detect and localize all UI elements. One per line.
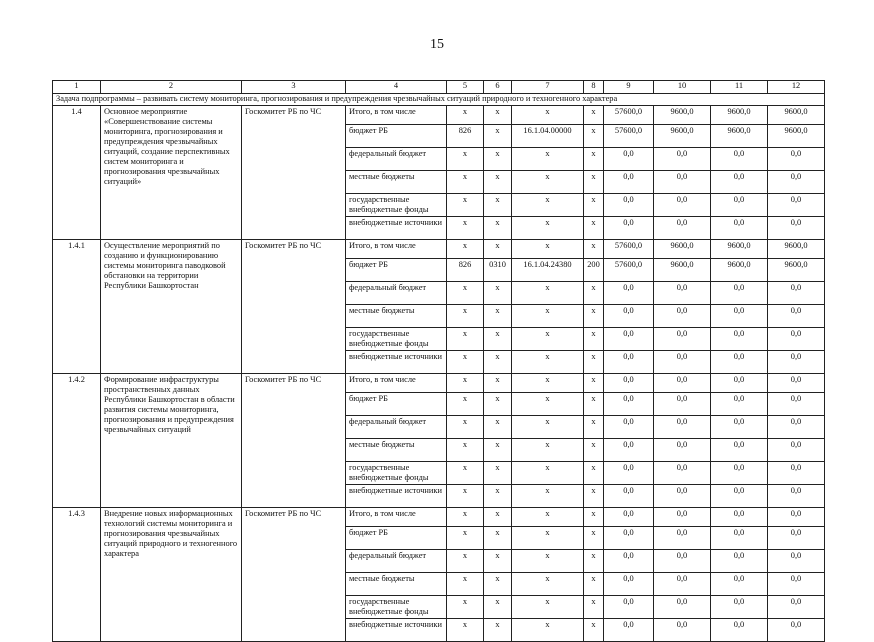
cell-c9: 0,0 <box>604 328 654 351</box>
cell-c7: 16.1.04.00000 <box>512 125 584 148</box>
cell-c8: х <box>584 527 604 550</box>
item-executor: Госкомитет РБ по ЧС <box>242 374 346 508</box>
cell-c10: 0,0 <box>654 374 711 393</box>
funding-source: бюджет РБ <box>346 393 447 416</box>
cell-c11: 0,0 <box>711 351 768 374</box>
cell-c9: 0,0 <box>604 171 654 194</box>
cell-c6: х <box>484 527 512 550</box>
cell-c9: 0,0 <box>604 351 654 374</box>
cell-c8: х <box>584 393 604 416</box>
cell-c5: х <box>447 485 484 508</box>
cell-c9: 0,0 <box>604 596 654 619</box>
funding-source: федеральный бюджет <box>346 282 447 305</box>
funding-source: внебюджетные источники <box>346 485 447 508</box>
cell-c10: 0,0 <box>654 550 711 573</box>
cell-c5: х <box>447 596 484 619</box>
cell-c11: 0,0 <box>711 573 768 596</box>
cell-c6: х <box>484 374 512 393</box>
cell-c9: 0,0 <box>604 550 654 573</box>
cell-c6: х <box>484 305 512 328</box>
table-row <box>53 106 825 125</box>
cell-c9: 0,0 <box>604 393 654 416</box>
item-name: Осуществление мероприятий по созданию и функционированию системы мониторинга паводковой обстановки на территории Республики Башкортостан <box>101 240 242 374</box>
cell-c12: 0,0 <box>768 217 825 240</box>
cell-c6: х <box>484 148 512 171</box>
cell-c12: 0,0 <box>768 282 825 305</box>
cell-c7: х <box>512 619 584 642</box>
cell-c10: 0,0 <box>654 393 711 416</box>
funding-source: федеральный бюджет <box>346 416 447 439</box>
item-name: Формирование инфраструктуры пространственных данных Республики Башкортостан в области развития системы мониторинга, прогнозирования и предупреждения чрезвычайных ситуаций <box>101 374 242 508</box>
cell-c8: х <box>584 106 604 125</box>
header-row <box>53 81 825 94</box>
cell-c12: 0,0 <box>768 171 825 194</box>
cell-c9: 0,0 <box>604 194 654 217</box>
funding-source: внебюджетные источники <box>346 217 447 240</box>
cell-c8: х <box>584 351 604 374</box>
cell-c8: х <box>584 148 604 171</box>
cell-c6: х <box>484 351 512 374</box>
cell-c8: х <box>584 171 604 194</box>
cell-c8: х <box>584 573 604 596</box>
item-code: 1.4 <box>53 106 101 240</box>
cell-c9: 0,0 <box>604 305 654 328</box>
cell-c11: 0,0 <box>711 462 768 485</box>
cell-c6: 0310 <box>484 259 512 282</box>
cell-c10: 0,0 <box>654 217 711 240</box>
cell-c12: 0,0 <box>768 194 825 217</box>
cell-c10: 0,0 <box>654 416 711 439</box>
table-row <box>53 240 825 259</box>
cell-c12: 0,0 <box>768 351 825 374</box>
cell-c9: 57600,0 <box>604 125 654 148</box>
cell-c5: х <box>447 351 484 374</box>
cell-c6: х <box>484 240 512 259</box>
funding-source: государственные внебюджетные фонды <box>346 328 447 351</box>
cell-c5: 826 <box>447 125 484 148</box>
cell-c7: х <box>512 393 584 416</box>
cell-c8: х <box>584 439 604 462</box>
cell-c12: 9600,0 <box>768 240 825 259</box>
cell-c6: х <box>484 106 512 125</box>
cell-c7: х <box>512 351 584 374</box>
cell-c5: 826 <box>447 259 484 282</box>
cell-c10: 0,0 <box>654 527 711 550</box>
cell-c8: х <box>584 462 604 485</box>
cell-c7: х <box>512 194 584 217</box>
cell-c11: 0,0 <box>711 508 768 527</box>
funding-source: Итого, в том числе <box>346 508 447 527</box>
cell-c6: х <box>484 171 512 194</box>
task-row <box>53 94 825 106</box>
cell-c10: 9600,0 <box>654 259 711 282</box>
cell-c11: 0,0 <box>711 439 768 462</box>
column-header-8: 8 <box>584 81 604 94</box>
cell-c10: 0,0 <box>654 305 711 328</box>
cell-c9: 0,0 <box>604 217 654 240</box>
program-table <box>52 80 825 642</box>
cell-c6: х <box>484 439 512 462</box>
item-code: 1.4.1 <box>53 240 101 374</box>
cell-c11: 0,0 <box>711 619 768 642</box>
cell-c7: х <box>512 596 584 619</box>
cell-c11: 0,0 <box>711 217 768 240</box>
task-title: Задача подпрограммы – развивать систему мониторинга, прогнозирования и предупреждения чрезвычайных ситуаций природного и техногенного характера <box>53 94 825 106</box>
cell-c5: х <box>447 305 484 328</box>
cell-c8: х <box>584 194 604 217</box>
cell-c11: 9600,0 <box>711 106 768 125</box>
funding-source: местные бюджеты <box>346 439 447 462</box>
cell-c8: х <box>584 328 604 351</box>
cell-c5: х <box>447 439 484 462</box>
cell-c8: х <box>584 416 604 439</box>
cell-c10: 0,0 <box>654 596 711 619</box>
cell-c7: х <box>512 573 584 596</box>
cell-c7: х <box>512 508 584 527</box>
cell-c8: х <box>584 596 604 619</box>
cell-c8: х <box>584 305 604 328</box>
cell-c11: 0,0 <box>711 328 768 351</box>
cell-c9: 0,0 <box>604 462 654 485</box>
cell-c10: 0,0 <box>654 148 711 171</box>
cell-c10: 0,0 <box>654 619 711 642</box>
cell-c12: 0,0 <box>768 508 825 527</box>
cell-c11: 9600,0 <box>711 240 768 259</box>
cell-c10: 0,0 <box>654 328 711 351</box>
cell-c7: 16.1.04.24380 <box>512 259 584 282</box>
cell-c12: 0,0 <box>768 439 825 462</box>
cell-c12: 0,0 <box>768 550 825 573</box>
cell-c8: х <box>584 282 604 305</box>
funding-source: бюджет РБ <box>346 125 447 148</box>
column-header-2: 2 <box>101 81 242 94</box>
cell-c7: х <box>512 171 584 194</box>
column-header-3: 3 <box>242 81 346 94</box>
funding-source: государственные внебюджетные фонды <box>346 596 447 619</box>
cell-c11: 0,0 <box>711 596 768 619</box>
page-number: 15 <box>430 37 444 52</box>
cell-c6: х <box>484 125 512 148</box>
cell-c6: х <box>484 393 512 416</box>
funding-source: местные бюджеты <box>346 171 447 194</box>
cell-c9: 0,0 <box>604 508 654 527</box>
cell-c9: 0,0 <box>604 148 654 171</box>
table-row <box>53 374 825 393</box>
cell-c9: 0,0 <box>604 374 654 393</box>
funding-source: местные бюджеты <box>346 573 447 596</box>
cell-c10: 9600,0 <box>654 240 711 259</box>
cell-c7: х <box>512 106 584 125</box>
cell-c5: х <box>447 240 484 259</box>
item-executor: Госкомитет РБ по ЧС <box>242 240 346 374</box>
cell-c10: 9600,0 <box>654 106 711 125</box>
cell-c12: 0,0 <box>768 596 825 619</box>
funding-source: федеральный бюджет <box>346 550 447 573</box>
cell-c10: 0,0 <box>654 462 711 485</box>
column-header-1: 1 <box>53 81 101 94</box>
cell-c10: 0,0 <box>654 282 711 305</box>
cell-c5: х <box>447 416 484 439</box>
cell-c12: 0,0 <box>768 305 825 328</box>
item-executor: Госкомитет РБ по ЧС <box>242 508 346 642</box>
cell-c8: х <box>584 619 604 642</box>
cell-c11: 0,0 <box>711 374 768 393</box>
cell-c9: 0,0 <box>604 573 654 596</box>
cell-c6: х <box>484 416 512 439</box>
cell-c5: х <box>447 148 484 171</box>
cell-c10: 0,0 <box>654 508 711 527</box>
cell-c5: х <box>447 328 484 351</box>
cell-c7: х <box>512 282 584 305</box>
cell-c5: х <box>447 573 484 596</box>
cell-c11: 0,0 <box>711 416 768 439</box>
cell-c11: 0,0 <box>711 485 768 508</box>
cell-c7: х <box>512 217 584 240</box>
funding-source: государственные внебюджетные фонды <box>346 462 447 485</box>
cell-c12: 9600,0 <box>768 106 825 125</box>
cell-c5: х <box>447 282 484 305</box>
item-executor: Госкомитет РБ по ЧС <box>242 106 346 240</box>
cell-c12: 0,0 <box>768 393 825 416</box>
cell-c7: х <box>512 374 584 393</box>
cell-c6: х <box>484 573 512 596</box>
cell-c11: 9600,0 <box>711 259 768 282</box>
funding-source: бюджет РБ <box>346 527 447 550</box>
cell-c5: х <box>447 527 484 550</box>
cell-c11: 0,0 <box>711 527 768 550</box>
funding-source: местные бюджеты <box>346 305 447 328</box>
cell-c12: 0,0 <box>768 416 825 439</box>
funding-source: внебюджетные источники <box>346 351 447 374</box>
cell-c9: 0,0 <box>604 416 654 439</box>
cell-c5: х <box>447 508 484 527</box>
cell-c7: х <box>512 148 584 171</box>
cell-c7: х <box>512 416 584 439</box>
cell-c11: 0,0 <box>711 194 768 217</box>
cell-c6: х <box>484 328 512 351</box>
cell-c8: 200 <box>584 259 604 282</box>
cell-c9: 57600,0 <box>604 106 654 125</box>
cell-c8: х <box>584 374 604 393</box>
cell-c12: 0,0 <box>768 573 825 596</box>
cell-c12: 0,0 <box>768 527 825 550</box>
cell-c8: х <box>584 550 604 573</box>
cell-c8: х <box>584 240 604 259</box>
funding-source: Итого, в том числе <box>346 240 447 259</box>
cell-c6: х <box>484 619 512 642</box>
cell-c12: 0,0 <box>768 485 825 508</box>
cell-c10: 0,0 <box>654 171 711 194</box>
cell-c6: х <box>484 194 512 217</box>
cell-c5: х <box>447 217 484 240</box>
cell-c10: 0,0 <box>654 485 711 508</box>
column-header-9: 9 <box>604 81 654 94</box>
cell-c6: х <box>484 508 512 527</box>
cell-c6: х <box>484 462 512 485</box>
cell-c9: 0,0 <box>604 527 654 550</box>
item-name: Основное мероприятие «Совершенствование системы мониторинга, прогнозирования и предупреждения чрезвычайных ситуаций, создание перспективных систем мониторинга и прогнозирования чрезвычайных ситуаций» <box>101 106 242 240</box>
cell-c10: 0,0 <box>654 573 711 596</box>
cell-c5: х <box>447 462 484 485</box>
item-code: 1.4.3 <box>53 508 101 642</box>
cell-c5: х <box>447 171 484 194</box>
cell-c6: х <box>484 485 512 508</box>
funding-source: Итого, в том числе <box>346 374 447 393</box>
funding-source: внебюджетные источники <box>346 619 447 642</box>
cell-c7: х <box>512 485 584 508</box>
cell-c7: х <box>512 305 584 328</box>
cell-c11: 0,0 <box>711 282 768 305</box>
column-header-12: 12 <box>768 81 825 94</box>
column-header-7: 7 <box>512 81 584 94</box>
funding-source: бюджет РБ <box>346 259 447 282</box>
cell-c11: 0,0 <box>711 171 768 194</box>
cell-c7: х <box>512 240 584 259</box>
cell-c9: 0,0 <box>604 282 654 305</box>
cell-c7: х <box>512 439 584 462</box>
cell-c9: 0,0 <box>604 485 654 508</box>
cell-c5: х <box>447 619 484 642</box>
cell-c9: 57600,0 <box>604 240 654 259</box>
cell-c10: 0,0 <box>654 439 711 462</box>
cell-c12: 0,0 <box>768 619 825 642</box>
cell-c9: 0,0 <box>604 439 654 462</box>
cell-c8: х <box>584 508 604 527</box>
cell-c10: 0,0 <box>654 351 711 374</box>
cell-c9: 57600,0 <box>604 259 654 282</box>
column-header-11: 11 <box>711 81 768 94</box>
cell-c8: х <box>584 217 604 240</box>
cell-c10: 0,0 <box>654 194 711 217</box>
cell-c7: х <box>512 527 584 550</box>
cell-c10: 9600,0 <box>654 125 711 148</box>
cell-c7: х <box>512 462 584 485</box>
column-header-5: 5 <box>447 81 484 94</box>
table-row <box>53 508 825 527</box>
cell-c6: х <box>484 217 512 240</box>
column-header-10: 10 <box>654 81 711 94</box>
item-code: 1.4.2 <box>53 374 101 508</box>
cell-c8: х <box>584 485 604 508</box>
cell-c7: х <box>512 550 584 573</box>
cell-c12: 9600,0 <box>768 259 825 282</box>
cell-c7: х <box>512 328 584 351</box>
cell-c12: 0,0 <box>768 374 825 393</box>
cell-c12: 0,0 <box>768 328 825 351</box>
cell-c5: х <box>447 550 484 573</box>
funding-source: государственные внебюджетные фонды <box>346 194 447 217</box>
cell-c8: х <box>584 125 604 148</box>
cell-c5: х <box>447 194 484 217</box>
cell-c11: 0,0 <box>711 550 768 573</box>
cell-c6: х <box>484 282 512 305</box>
cell-c5: х <box>447 393 484 416</box>
column-header-4: 4 <box>346 81 447 94</box>
cell-c6: х <box>484 596 512 619</box>
cell-c11: 0,0 <box>711 148 768 171</box>
cell-c6: х <box>484 550 512 573</box>
cell-c12: 0,0 <box>768 148 825 171</box>
cell-c12: 0,0 <box>768 462 825 485</box>
funding-source: Итого, в том числе <box>346 106 447 125</box>
cell-c12: 9600,0 <box>768 125 825 148</box>
cell-c11: 0,0 <box>711 393 768 416</box>
cell-c5: х <box>447 106 484 125</box>
item-name: Внедрение новых информационных технологий системы мониторинга и прогнозирования чрезвычайных ситуаций природного и техногенного характера <box>101 508 242 642</box>
cell-c11: 0,0 <box>711 305 768 328</box>
cell-c9: 0,0 <box>604 619 654 642</box>
column-header-6: 6 <box>484 81 512 94</box>
cell-c11: 9600,0 <box>711 125 768 148</box>
cell-c5: х <box>447 374 484 393</box>
funding-source: федеральный бюджет <box>346 148 447 171</box>
